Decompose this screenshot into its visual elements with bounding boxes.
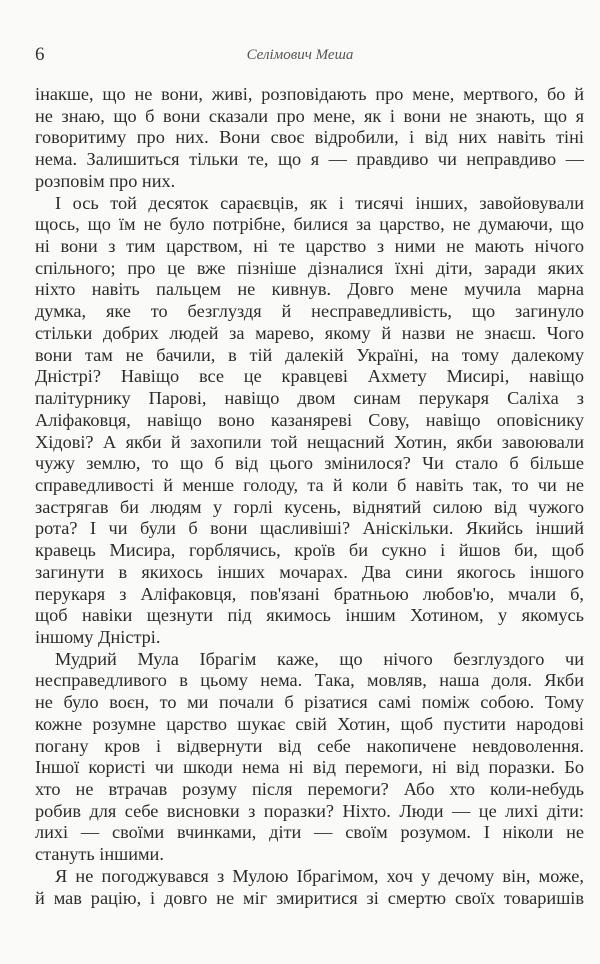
text-line: щось, що їм не було потрібне, билися за царство, не думаючи, що	[35, 214, 584, 235]
text-line: кравець Мисира, горблячись, кроїв би сукно і йшов би, щоб	[35, 540, 584, 561]
page-number: 6	[35, 44, 45, 65]
text-line: чужу землю, то що б від цього змінилося? Чи стало б більше	[35, 453, 584, 474]
text-line: ні вони з тим царством, ні те царство з ними не мають нічого	[35, 236, 584, 257]
running-title: Селімович Меша	[246, 47, 354, 63]
text-line: перукаря з Аліфаковця, пов'язані братньою любов'ю, мчали б,	[35, 583, 584, 604]
text-line: застрягав би людям у горлі кусень, віднятий силою від чужого	[35, 496, 584, 517]
text-line: Аліфаковця, навіщо воно казаняреві Сову, навіщо оповіснику	[35, 409, 584, 430]
text-line: й мав рацію, і довго не міг змиритися зі смертю своїх товаришів	[35, 887, 584, 908]
text-line: не було воєн, то ми почали б різатися самі поміж собою. Тому	[35, 692, 584, 713]
text-line: іншому Дністрі.	[35, 626, 161, 647]
text-line: Дністрі? Навіщо все це кравцеві Ахмету Мисирі, навіщо	[35, 366, 584, 387]
text-line: вони там не бачили, в тій далекій Україні, на тому далекому	[35, 344, 584, 365]
text-line: Я не погоджувався з Мулою Ібрагімом, хоч у дечому він, може,	[55, 865, 584, 886]
text-line: Іншої користі чи шкоди нема ні від перемоги, ні від поразки. Бо	[35, 757, 584, 778]
text-line: думка, яке то безглуздя й несправедливість, що загинуло	[35, 301, 584, 322]
paragraph	[35, 649, 584, 866]
paragraph	[35, 866, 584, 909]
text-line: ніхто навіть пальцем не кивнув. Довго мене мучила марна	[35, 279, 584, 300]
text-line: палітурнику Парові, навіщо двом синам перукаря Саліха з	[35, 388, 584, 409]
text-line: нема. Залишиться тільки те, що я — правдиво чи неправдиво —	[35, 149, 584, 170]
paragraph	[35, 193, 584, 649]
text-line: несправедливого в цьому нема. Така, мовляв, наша доля. Якби	[35, 670, 584, 691]
text-line: справедливості й менше голоду, та й коли б навіть так, то чи не	[35, 474, 584, 495]
text-line: хто не втрачав розуму після перемоги? Або хто коли-небудь	[35, 779, 584, 799]
text-line: щоб навіки щезнути під якимось іншим Хотином, у якомусь	[35, 605, 584, 626]
text-line: стільки добрих людей за марево, якому й назви не знаєш. Чого	[35, 322, 584, 343]
page-body	[35, 84, 584, 909]
text-line: Хідові? А якби й захопили той нещасний Хотин, якби завоювали	[35, 431, 584, 452]
text-line: погану кров і відвернути від себе накопичене невдоволення.	[35, 735, 584, 756]
text-line: спільного; про це вже пізніше дізналися їхні діти, заради яких	[35, 257, 584, 278]
text-line: Мудрий Мула Ібрагім каже, що нічого безглуздого чи	[55, 648, 584, 669]
text-line: рота? І чи були б вони щасливіші? Аніскільки. Якийсь інший	[35, 518, 584, 539]
text-line: не знаю, що б вони сказали про мене, як і вони не знають, що я	[35, 105, 584, 126]
text-line: інакше, що не вони, живі, розповідають про мене, мертвого, бо й	[35, 84, 584, 104]
text-line: робив для себе висновки з поразки? Ніхто. Люди — це лихі діти:	[35, 800, 584, 821]
text-line: кожне розумне царство шукає свій Хотин, щоб пустити народові	[35, 713, 584, 734]
text-line: розповім про них.	[35, 170, 176, 191]
paragraph	[35, 84, 584, 193]
text-line: І ось той десяток сараєвців, як і тисячі інших, завойовували	[55, 192, 584, 213]
text-line: загинути в якихось інших мочарах. Два сини якогось іншого	[35, 561, 584, 582]
text-line: говоритиму про них. Вони своє відробили, і від них навіть тіні	[35, 127, 584, 148]
text-line: стануть іншими.	[35, 844, 164, 865]
text-line: лихі — своїми вчинками, діти — своїм розумом. І ніколи не	[35, 822, 584, 843]
